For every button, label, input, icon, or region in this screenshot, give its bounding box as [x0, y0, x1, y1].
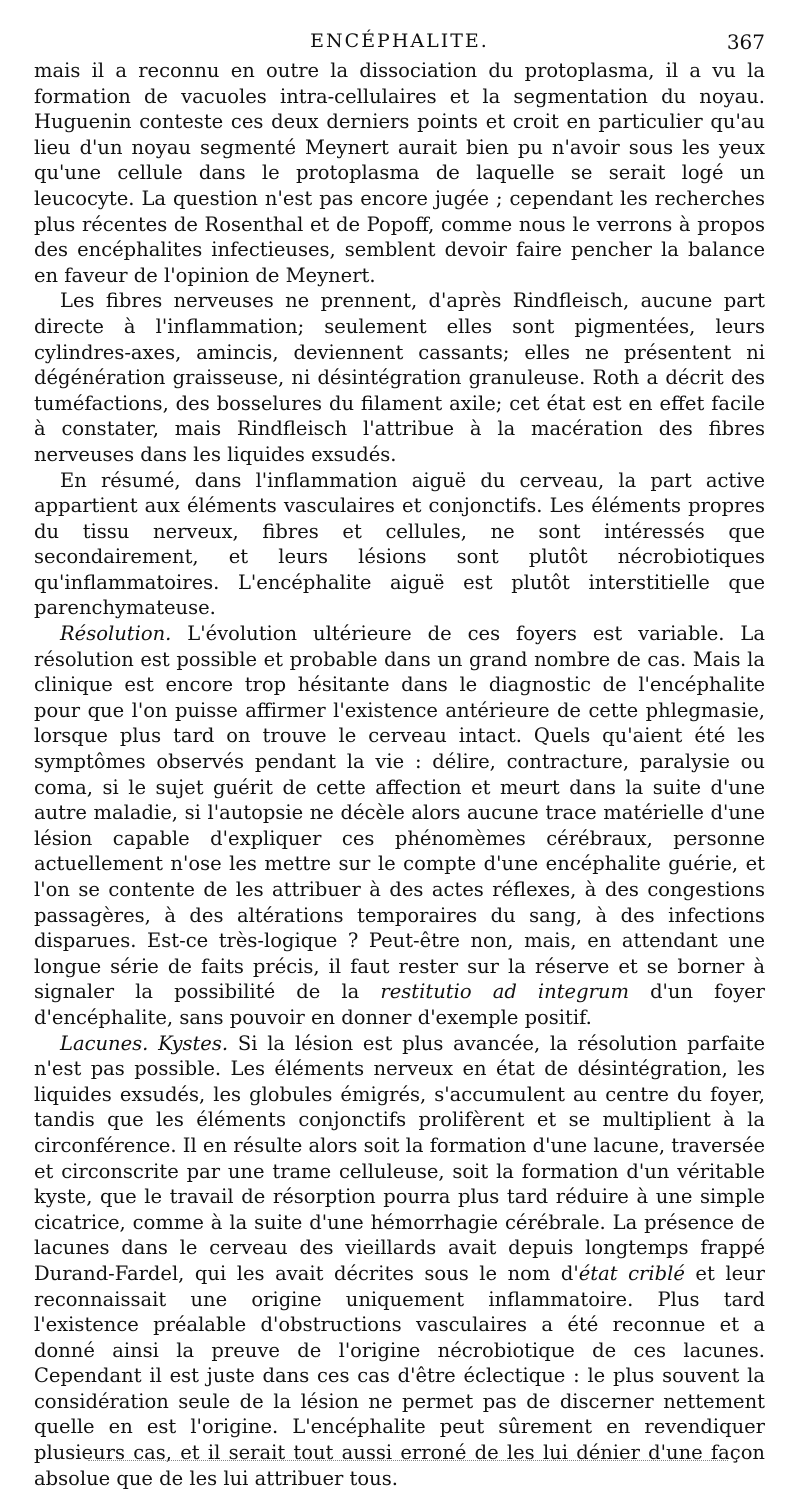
body-text	[34, 58, 765, 1491]
latin-phrase: restitutio ad integrum	[380, 980, 629, 1004]
scan-noise-line	[88, 1460, 728, 1462]
paragraph-en-resume: En résumé, dans l'inflammation aiguë du cerveau, la part active appartient aux éléments vasculaires et conjonctifs. Les éléments propres du tissu nerveux, fibres et cellules, ne sont intéressés que secondairement, et leurs lésions sont plutôt nécrobiotiques qu'inflammatoires. L'encéphalite aiguë est plutôt interstitielle que parenchymateuse.	[34, 468, 765, 620]
paragraph-resolution	[34, 621, 765, 1031]
section-heading-lacunes: Lacunes. Kystes.	[60, 1031, 229, 1055]
paragraph-lacunes-text: Si la lésion est plus avancée, la résolution parfaite n'est pas possible. Les éléments nerveux en état de désintégration, les liquides exsudés, les globules émigrés, s'accumulent au centre du foyer, tandis que les éléments conjonctifs prolifèrent et se multiplient à la circonférence. Il en résulte alors soit la formation d'une lacune, traversée et circonscrite par une trame celluleuse, soit la formation d'un véritable kyste, que le travail de résorption pourra plus tard réduire à une simple cicatrice, comme à la suite d'une hémorrhagie cérébrale. La présence de lacunes dans le cerveau des vieillards avait depuis longtemps frappé Durand-Fardel, qui les avait décrites sous le nom d'	[34, 1031, 765, 1285]
paragraph-fibres-nerveuses: Les fibres nerveuses ne prennent, d'après Rindfleisch, aucune part directe à l'inflammation; seulement elles sont pigmentées, leurs cylindres-axes, amincis, deviennent cassants; elles ne présentent ni dégénération graisseuse, ni désintégration granuleuse. Roth a décrit des tuméfactions, des bosselures du filament axile; cet état est en effet facile à constater, mais Rindfleisch l'attribue à la macération des fibres nerveuses dans les liquides exsudés.	[34, 289, 765, 466]
term-etat-crible: état criblé	[578, 1261, 685, 1285]
running-header	[34, 0, 765, 58]
paragraph-continuation: mais il a reconnu en outre la dissociation du protoplasma, il a vu la formation de vacuoles intra-cellulaires et la segmentation du noyau. Huguenin conteste ces deux derniers points et croit en particulier qu'au lieu d'un noyau segmenté Meynert aurait bien pu n'avoir sous les yeux qu'une cellule dans le protoplasma de laquelle se serait logé un leucocyte. La question n'est pas encore jugée ; cependant les recherches plus récentes de Rosenthal et de Popoff, comme nous le verrons à propos des encéphalites infectieuses, semblent devoir faire pencher la balance en faveur de l'opinion de Meynert.	[34, 59, 765, 287]
page-number: 367	[726, 30, 765, 54]
paragraph-resolution-end: d'un foyer d'encéphalite, sans pouvoir en donner d'exemple positif.	[34, 980, 765, 1029]
paragraph-lacunes-kystes	[34, 1031, 765, 1492]
paragraph-resolution-text: L'évolution ultérieure de ces foyers est variable. La résolution est possible et probable dans un grand nombre de cas. Mais la clinique est encore trop hésitante dans le diagnostic de l'encéphalite pour que l'on puisse affirmer l'existence antérieure de cette phlegmasie, lorsque plus tard on trouve le cerveau intact. Quels qu'aient été les symptômes observés pendant la vie : délire, contracture, paralysie ou coma, si le sujet guérit de cette affection et meurt dans la suite d'une autre maladie, si l'autopsie ne décèle alors aucune trace matérielle d'une lésion capable d'expliquer ces phénomèmes cérébraux, personne actuellement n'ose les mettre sur le compte d'une encéphalite guérie, et l'on se contente de les attribuer à des actes réflexes, à des congestions passagères, à des altérations temporaires du sang, à des infections disparues. Est-ce très-logique ? Peut-être non, mais, en attendant une longue série de faits précis, il faut rester sur la réserve et se borner à signaler la possibilité de la	[34, 622, 765, 1004]
running-title: ENCÉPHALITE.	[310, 30, 489, 52]
section-heading-resolution: Résolution.	[60, 622, 172, 646]
paragraph-lacunes-end: et leur reconnaissait une origine uniquement inflammatoire. Plus tard l'existence préalable d'obstructions vasculaires a été reconnue et a donné ainsi la preuve de l'origine nécrobiotique de ces lacunes. Cependant il est juste dans ces cas d'être éclectique : le plus souvent la considération seule de la lésion ne permet pas de discerner nettement quelle en est l'origine. L'encéphalite peut sûrement en revendiquer plusieurs cas, et il serait tout aussi erroné de les lui dénier d'une façon absolue que de les lui attribuer tous.	[34, 1261, 765, 1490]
book-page	[34, 0, 765, 1491]
